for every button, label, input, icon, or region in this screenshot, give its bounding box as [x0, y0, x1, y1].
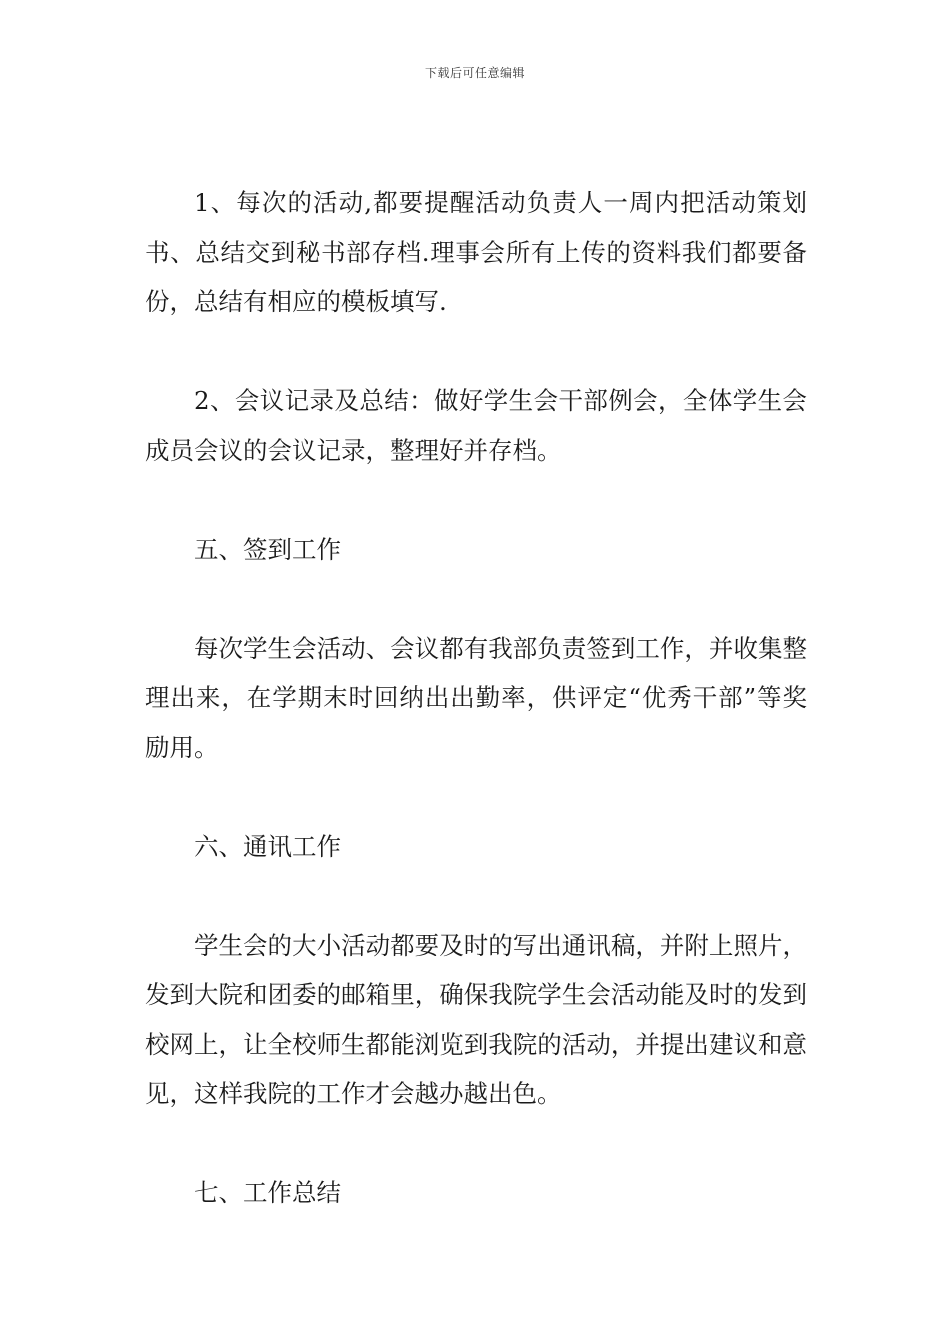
paragraph-gap	[145, 327, 807, 377]
paragraph-gap	[145, 475, 807, 525]
paragraph-sign-in: 每次学生会活动、会议都有我部负责签到工作，并收集整理出来，在学期末时回纳出出勤率，供评定“优秀干部”等奖励用。	[145, 633, 807, 762]
paragraph-archive: 1、每次的活动,都要提醒活动负责人一周内把活动策划书、总结交到秘书部存档.理事会所有上传的资料我们都要备份，总结有相应的模板填写.	[145, 188, 807, 316]
paragraph-gap	[145, 772, 807, 822]
paragraph-meeting-records: 2、会议记录及总结：做好学生会干部例会，全体学生会成员会议的会议记录，整理好并存档。	[145, 386, 807, 465]
section-heading-communication: 六、通讯工作	[194, 831, 341, 861]
page-header: 下载后可任意编辑	[424, 66, 525, 80]
paragraph-gap	[145, 574, 807, 624]
document-body	[145, 178, 807, 1218]
paragraph-gap	[145, 1119, 807, 1169]
section-heading-sign-in: 五、签到工作	[194, 534, 341, 564]
section-heading-work-summary: 七、工作总结	[194, 1178, 341, 1207]
paragraph-communication: 学生会的大小活动都要及时的写出通讯稿，并附上照片，发到大院和团委的邮箱里，确保我院学生会活动能及时的发到校网上，让全校师生都能浏览到我院的活动，并提出建议和意见，这样我院的工作才会越办越出色。	[145, 930, 807, 1108]
paragraph-gap	[145, 871, 807, 921]
